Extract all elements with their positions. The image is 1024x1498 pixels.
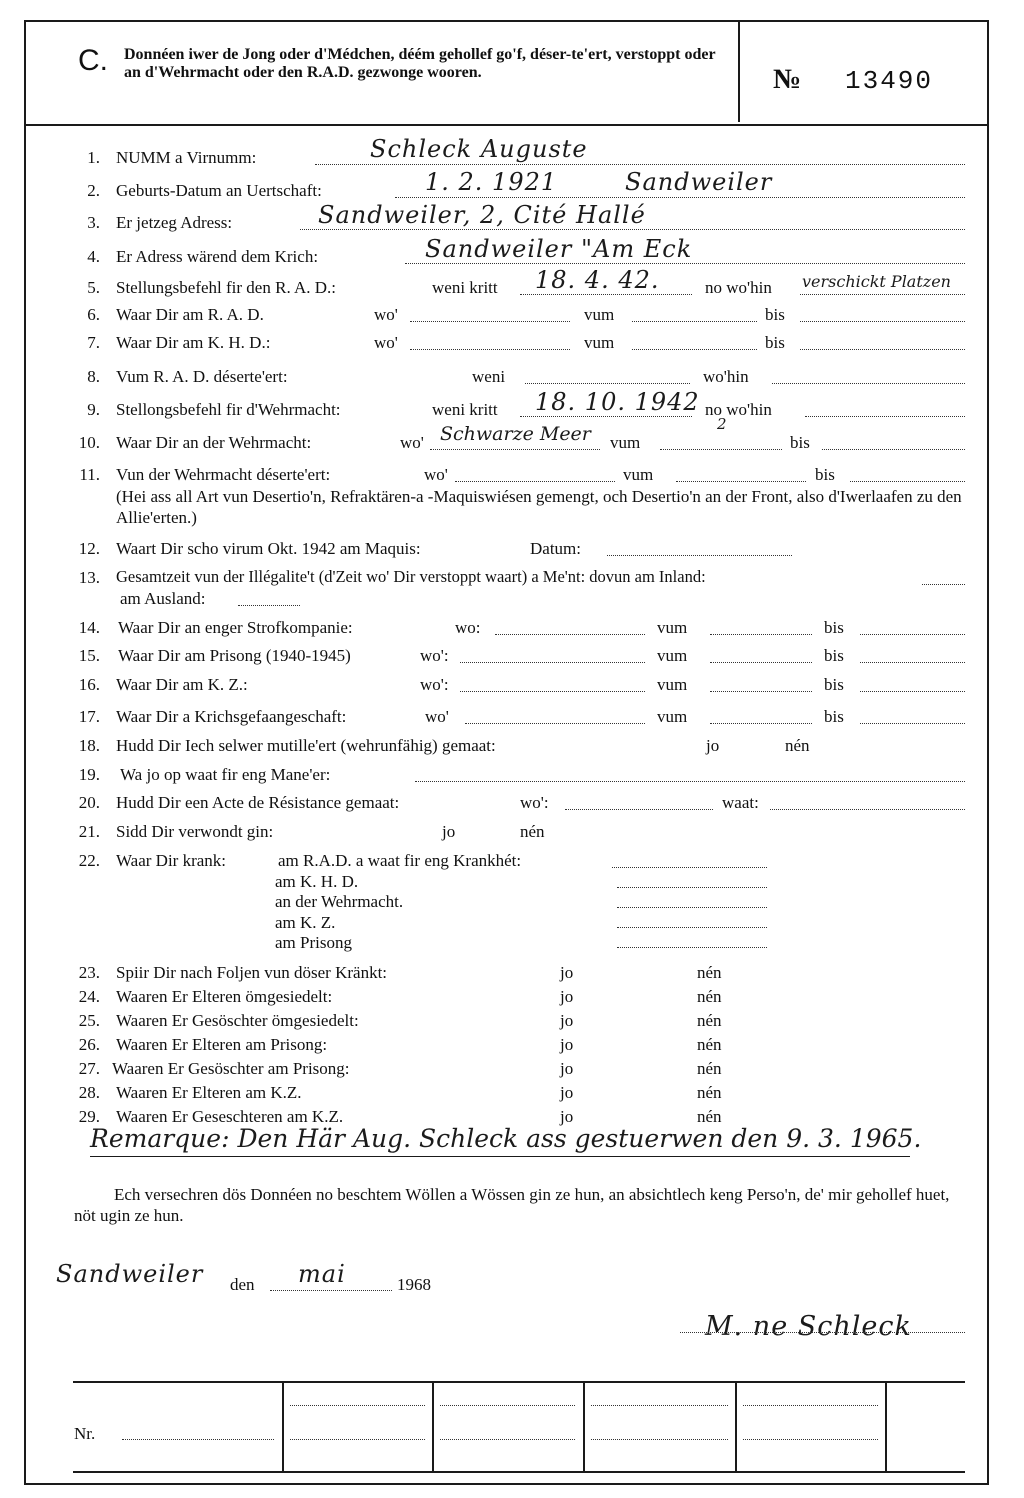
q2-answer-date: 1. 2. 1921 [425,168,558,196]
q16-bis-line [860,691,965,692]
q5-answer-place: verschickt Platzen [802,272,951,291]
signature-line [680,1332,965,1333]
q14-wo: wo: [455,618,481,637]
q22-prisong-line [617,947,767,948]
q6-vum-line [632,321,757,322]
q24-number: 24. [78,987,100,1006]
footer-cell-1b [290,1439,425,1440]
q3-number: 3. [87,213,100,232]
q22-label: Waar Dir krank: [116,851,227,870]
q15-bis: bis [824,646,844,665]
q22-sub-kz: am K. Z. [275,913,336,932]
footer-col-5 [885,1381,887,1471]
q5-weni: weni kritt [432,278,498,297]
q8-weni: weni [472,367,506,386]
remark-underline [90,1156,910,1157]
q17-bis: bis [824,707,844,726]
q11-label: Vun der Wehrmacht déserte'ert: [116,465,331,484]
q16-number: 16. [78,675,100,694]
q6-wo-line [410,321,570,322]
q4-answer: Sandweiler "Am Eck [425,235,693,263]
q9-nowohin: no wo'hin [705,400,772,419]
q9-number: 9. [87,400,100,419]
q13-inland-line [922,584,965,585]
q21-label: Sidd Dir verwondt gin: [116,822,274,841]
q20-wo-line [565,809,713,810]
q6-vum: vum [584,305,615,324]
signoff-year: 1968 [397,1275,431,1294]
q7-vum: vum [584,333,615,352]
q18-jo: jo [706,736,720,755]
q2-number: 2. [87,181,100,200]
q20-label: Hudd Dir een Acte de Résistance gemaat: [116,793,400,812]
q15-label: Waar Dir am Prisong (1940-1945) [118,646,351,665]
q28-label: Waaren Er Elteren am K.Z. [116,1083,302,1102]
q16-label: Waar Dir am K. Z.: [116,675,248,694]
q10-number: 10. [78,433,100,452]
q17-label: Waar Dir a Krichsgefaangeschaft: [116,707,347,726]
q4-label: Er Adress wärend dem Krich: [116,247,319,266]
footer-col-2 [432,1381,434,1471]
header-rule [24,124,989,126]
q8-number: 8. [87,367,100,386]
q11-wo-line [455,481,615,482]
q22-sub-khd: am K. H. D. [275,872,359,891]
q12-datum-line [607,555,792,556]
q2-answer-place: Sandweiler [625,168,773,196]
q22-sub-rad: am R.A.D. a waat fir eng Krankhét: [278,851,522,870]
q7-wo-line [410,349,570,350]
q11-bis-line [850,481,965,482]
q9-label: Stellongsbefehl fir d'Wehrmacht: [116,400,341,419]
q17-wo: wo' [425,707,449,726]
q5-answer-date: 18. 4. 42. [535,266,660,294]
q22-number: 22. [78,851,100,870]
q23-nen: nén [697,963,722,982]
q27-number: 27. [78,1059,100,1078]
q1-label: NUMM a Virnumm: [116,148,257,167]
footer-nr-line [122,1439,274,1440]
q6-label: Waar Dir am R. A. D. [116,305,264,324]
q17-vum-line [710,723,812,724]
q28-jo: jo [560,1083,574,1102]
q9-date-line [520,416,692,417]
q14-vum: vum [657,618,688,637]
q13-ausland-line [238,605,300,606]
declaration-text: Ech versechren dös Donnéen no beschtem Wöllen a Wössen gin ze hun, an absichtlech keng Perso'n, de' mir gehollef huet, nöt ugin ze hun. [74,1185,950,1225]
q8-wohin: wo'hin [703,367,749,386]
footer-nr: Nr. [74,1424,96,1443]
q22-khd-line [617,887,767,888]
q9-place-line [805,416,965,417]
q21-nen: nén [520,822,545,841]
footer-cell-4b [743,1439,878,1440]
q20-number: 20. [78,793,100,812]
q10-wo: wo' [400,433,424,452]
q8-label: Vum R. A. D. déserte'ert: [116,367,288,386]
q14-bis: bis [824,618,844,637]
q9-answer-date: 18. 10. 1942 [535,388,700,416]
q3-label: Er jetzeg Adress: [116,213,233,232]
q18-label: Hudd Dir Iech selwer mutille'ert (wehrunfähig) gemaat: [116,736,496,755]
q22-kz-line [617,927,767,928]
q4-answer-line [405,263,965,264]
q17-number: 17. [78,707,100,726]
q21-jo: jo [442,822,456,841]
footer-cell-2a [440,1405,575,1406]
q10-bis-line [822,449,965,450]
form-number: 13490 [845,66,934,96]
footer-rule-bottom [73,1471,965,1473]
q26-number: 26. [78,1035,100,1054]
signature: M. ne Schleck [705,1311,912,1342]
q22-sub-wehrmacht: an der Wehrmacht. [275,892,404,911]
footer-cell-1a [290,1405,425,1406]
q14-number: 14. [78,618,100,637]
signoff-den: den [230,1275,255,1294]
q15-vum-line [710,662,812,663]
q6-bis-line [800,321,965,322]
q24-jo: jo [560,987,574,1006]
q10-vum: vum [610,433,641,452]
q20-waat-line [770,809,965,810]
q23-number: 23. [78,963,100,982]
q15-wo-line [460,662,645,663]
q5-label: Stellungsbefehl fir den R. A. D.: [116,278,337,297]
q20-waat: waat: [722,793,759,812]
q16-bis: bis [824,675,844,694]
footer-col-4 [735,1381,737,1471]
q11-vum: vum [623,465,654,484]
q11-note: (Hei ass all Art vun Desertio'n, Refraktären-a -Maquiswiésen gemengt, och Desertio'n an der Front, also d'Iwerlaafen zu den Allie'erten.) [116,487,962,527]
q22-sub-prisong: am Prisong [275,933,352,952]
q8-wohin-line [772,383,965,384]
q12-datum: Datum: [530,539,581,558]
q18-number: 18. [78,736,100,755]
q14-wo-line [495,634,645,635]
q14-vum-line [710,634,812,635]
q11-wo: wo' [424,465,448,484]
footer-col-3 [583,1381,585,1471]
q6-wo: wo' [374,305,398,324]
q7-wo: wo' [374,333,398,352]
q22-wehrmacht-line [617,907,767,908]
q10-label: Waar Dir an der Wehrmacht: [116,433,312,452]
q12-label: Waart Dir scho virum Okt. 1942 am Maquis: [116,539,421,558]
footer-rule-top [73,1381,965,1383]
q10-answer: Schwarze Meer [440,423,591,445]
q7-vum-line [632,349,757,350]
number-sign: № [773,64,802,95]
q25-jo: jo [560,1011,574,1030]
q11-number: 11. [79,465,100,484]
q6-number: 6. [87,305,100,324]
q29-nen: nén [697,1107,722,1126]
q10-mark: 2 [717,415,727,433]
q29-jo: jo [560,1107,574,1126]
q5-number: 5. [87,278,100,297]
q4-number: 4. [87,247,100,266]
remark-handwritten: Remarque: Den Här Aug. Schleck ass gestuerwen den 9. 3. 1965. [90,1124,922,1153]
signoff-place: Sandweiler [56,1260,204,1288]
q13-label: Gesamtzeit vun der Illégalite't (d'Zeit wo' Dir verstoppt waart) a Me'nt: dovun am Inland: [116,567,706,586]
q27-label: Waaren Er Gesöschter am Prisong: [112,1059,350,1078]
q3-answer-line [300,229,965,230]
q25-label: Waaren Er Gesöschter ömgesiedelt: [116,1011,359,1030]
q28-nen: nén [697,1083,722,1102]
q5-place-line [800,294,965,295]
q14-bis-line [860,634,965,635]
q17-vum: vum [657,707,688,726]
q16-wo-line [460,691,645,692]
q2-answer-line [395,197,965,198]
footer-cell-3b [591,1439,728,1440]
q16-wo: wo': [420,675,449,694]
q2-label: Geburts-Datum an Uertschaft: [116,181,322,200]
q15-bis-line [860,662,965,663]
q7-number: 7. [87,333,100,352]
q6-bis: bis [765,305,785,324]
q26-label: Waaren Er Elteren am Prisong: [116,1035,328,1054]
q17-wo-line [465,723,645,724]
q15-vum: vum [657,646,688,665]
footer-cell-3a [591,1405,728,1406]
q23-label: Spiir Dir nach Foljen vun döser Kränkt: [116,963,388,982]
form-title: Donnéen iwer de Jong oder d'Médchen, déém gehollef go'f, déser-te'ert, verstoppt oder an d'Wehrmacht oder den R.A.D. gezwonge wooren. [124,46,716,81]
q27-jo: jo [560,1059,574,1078]
q19-number: 19. [78,765,100,784]
q1-number: 1. [87,148,100,167]
q19-label: Wa jo op waat fir eng Mane'er: [120,765,331,784]
footer-cell-2b [440,1439,575,1440]
q21-number: 21. [78,822,100,841]
q22-rad-line [612,867,767,868]
q17-bis-line [860,723,965,724]
footer-col-1 [282,1381,284,1471]
q26-nen: nén [697,1035,722,1054]
q1-answer-line [315,164,965,165]
q1-answer: Schleck Auguste [370,135,588,163]
q10-wo-line [430,449,600,450]
signoff-month: mai [298,1260,346,1288]
q7-bis-line [800,349,965,350]
q14-label: Waar Dir an enger Strofkompanie: [118,618,353,637]
q26-jo: jo [560,1035,574,1054]
q9-weni: weni kritt [432,400,498,419]
q15-wo: wo': [420,646,449,665]
q18-nen: nén [785,736,810,755]
q7-label: Waar Dir am K. H. D.: [116,333,271,352]
q24-nen: nén [697,987,722,1006]
q12-number: 12. [78,539,100,558]
signoff-month-line [270,1290,392,1291]
q13-ausland: am Ausland: [120,589,206,608]
q7-bis: bis [765,333,785,352]
q29-number: 29. [78,1107,100,1126]
q11-bis: bis [815,465,835,484]
q10-bis: bis [790,433,810,452]
q11-vum-line [676,481,806,482]
q20-wo: wo': [520,793,549,812]
q3-answer: Sandweiler, 2, Cité Hallé [318,201,646,229]
q16-vum: vum [657,675,688,694]
q29-label: Waaren Er Geseschteren am K.Z. [116,1107,344,1126]
q15-number: 15. [78,646,100,665]
footer-cell-4a [743,1405,878,1406]
header-divider [738,22,740,122]
section-letter: C. [78,44,108,77]
q27-nen: nén [697,1059,722,1078]
q5-nowohin: no wo'hin [705,278,772,297]
q25-nen: nén [697,1011,722,1030]
q13-number: 13. [78,568,100,587]
q10-vum-line [660,449,782,450]
q28-number: 28. [78,1083,100,1102]
q16-vum-line [710,691,812,692]
q24-label: Waaren Er Elteren ömgesiedelt: [116,987,333,1006]
q8-weni-line [525,383,690,384]
q5-date-line [520,294,692,295]
q19-answer-line [415,781,965,782]
q23-jo: jo [560,963,574,982]
q25-number: 25. [78,1011,100,1030]
